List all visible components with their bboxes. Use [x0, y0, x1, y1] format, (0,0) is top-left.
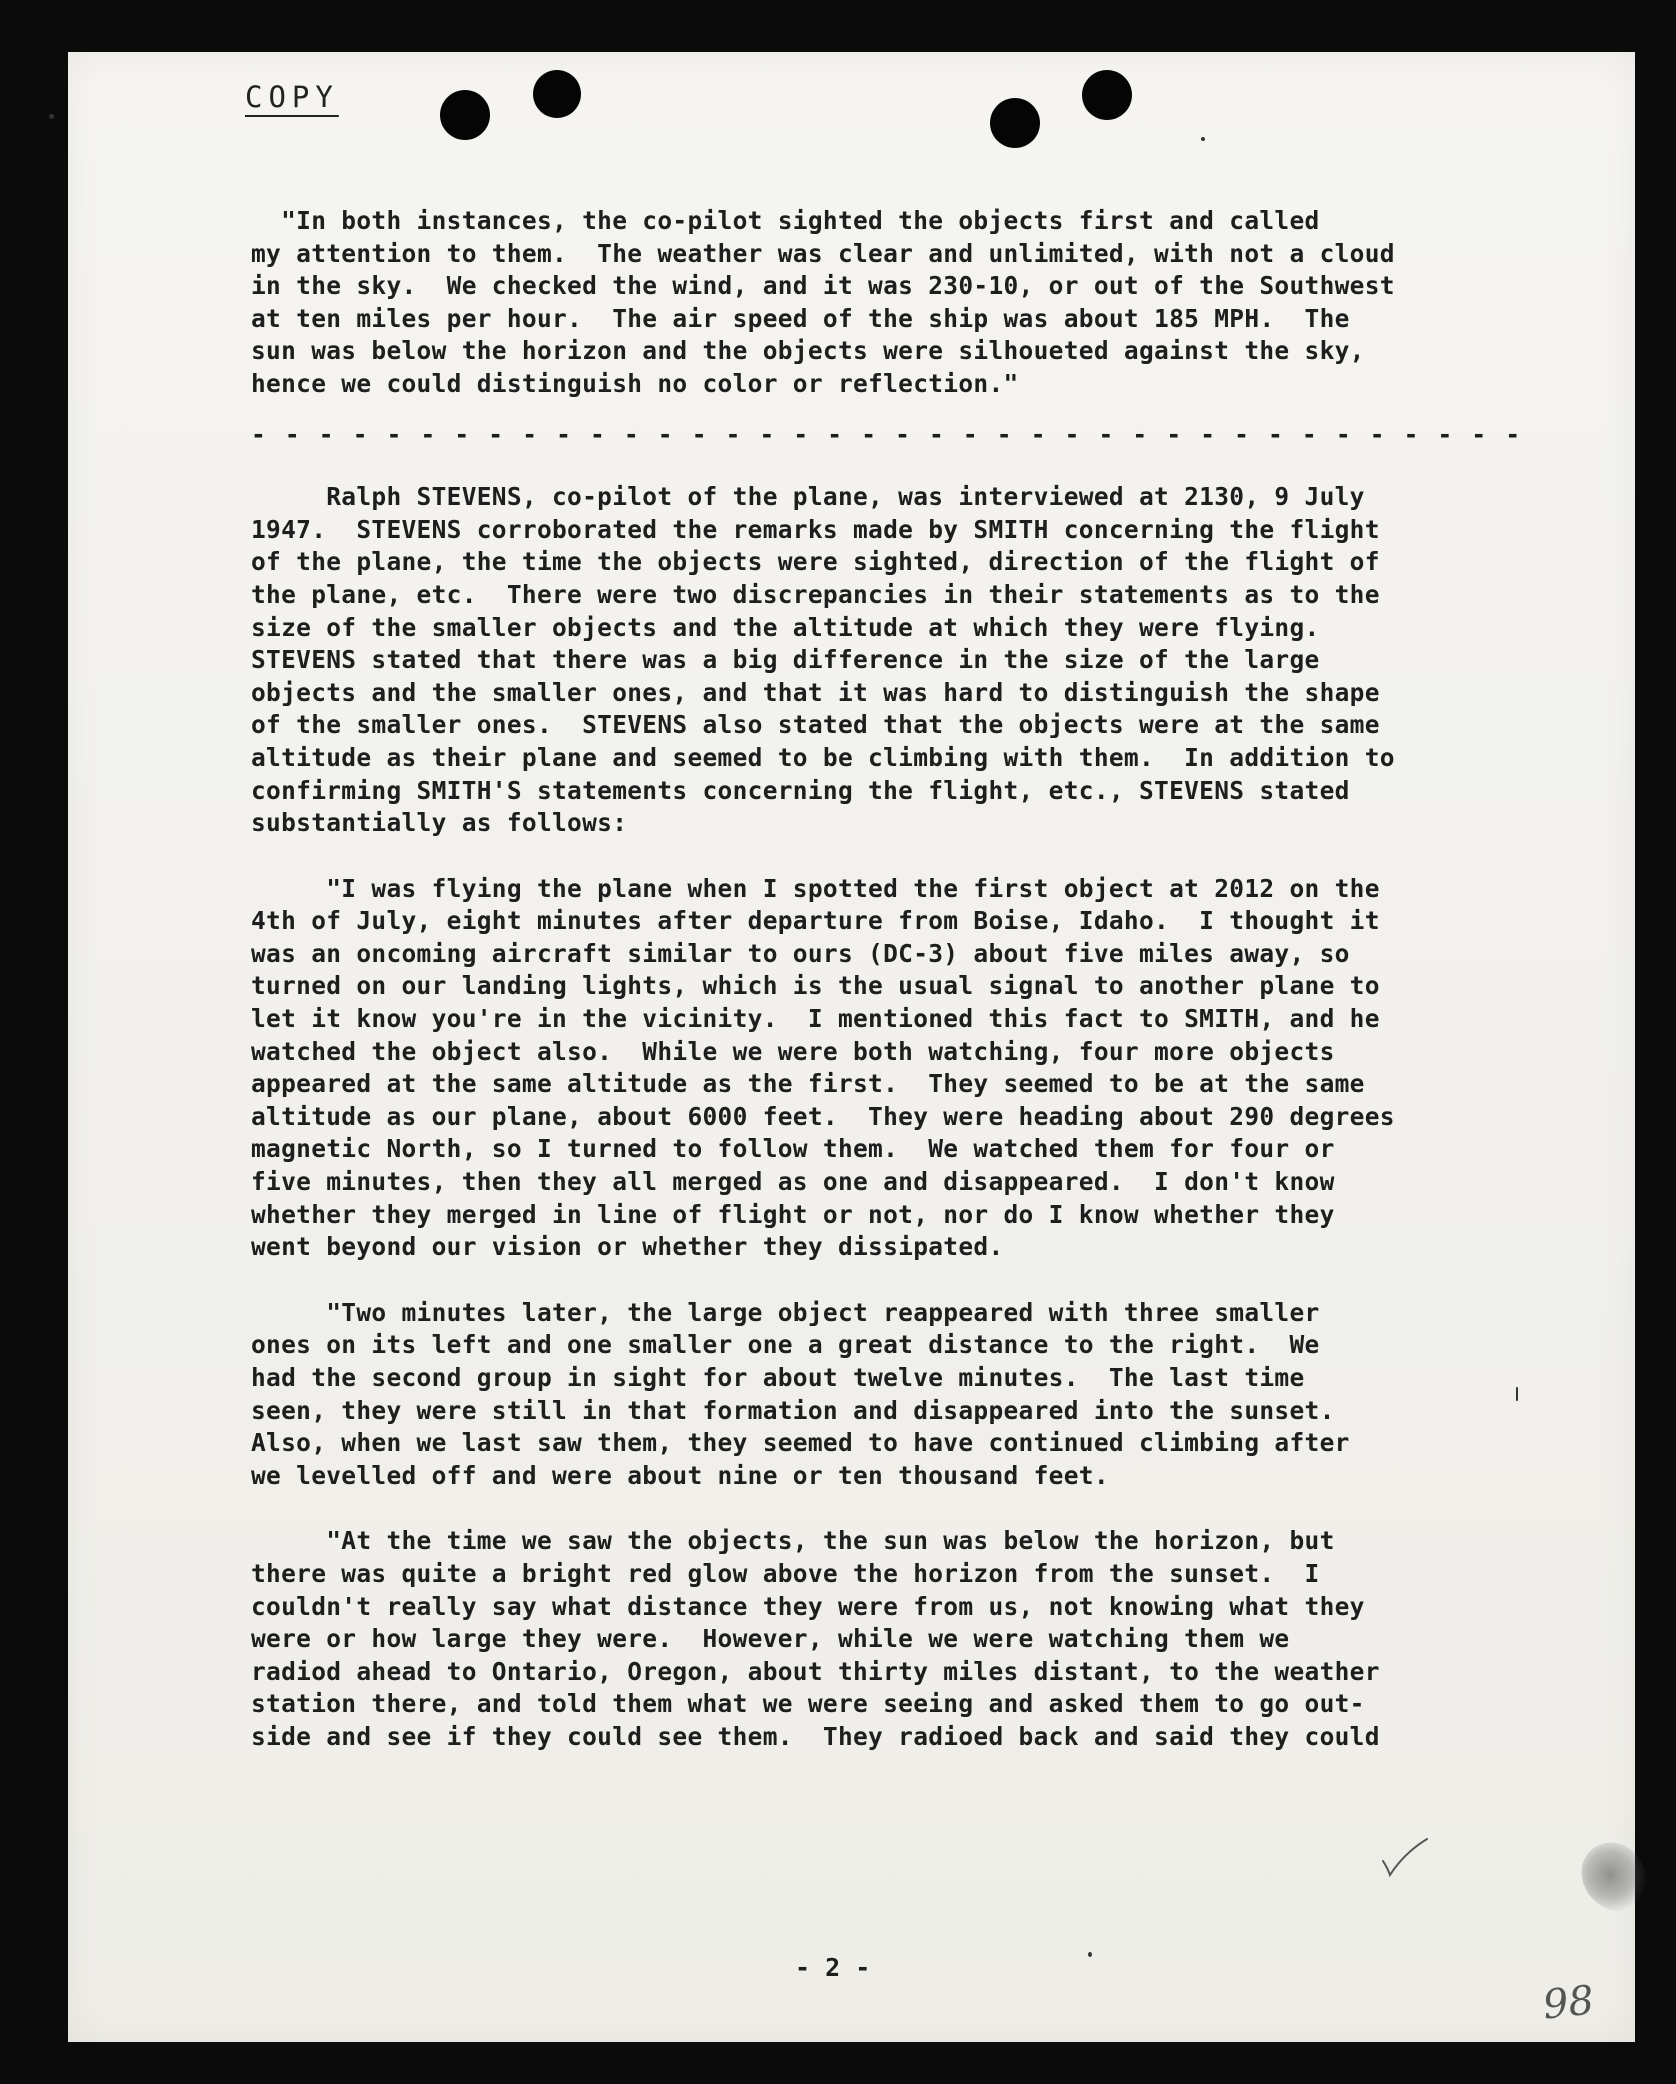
text-line: objects and the smaller ones, and that it was hard to distinguish the shape — [251, 677, 1380, 707]
paragraph-stevens-interview — [251, 481, 1641, 840]
paragraph-pilot-quote — [251, 205, 1641, 401]
text-line: STEVENS stated that there was a big difference in the size of the large — [251, 645, 1320, 675]
text-line: was an oncoming aircraft similar to ours (DC-3) about five miles away, so — [251, 938, 1350, 968]
text-line: "Two minutes later, the large object reappeared with three smaller — [251, 1297, 1320, 1327]
text-line: "At the time we saw the objects, the sun was below the horizon, but — [251, 1526, 1335, 1556]
text-line: had the second group in sight for about twelve minutes. The last time — [251, 1363, 1305, 1392]
text-line: turned on our landing lights, which is the usual signal to another plane to — [251, 971, 1380, 1001]
paragraph-second-group — [251, 1297, 1641, 1493]
text-line: in the sky. We checked the wind, and it was 230-10, or out of the Southwest — [251, 271, 1395, 301]
text-line: couldn't really say what distance they were from us, not knowing what they — [251, 1591, 1365, 1621]
text-line: magnetic North, so I turned to follow them. We watched them for four or — [251, 1134, 1335, 1164]
text-line: were or how large they were. However, while we were watching them we — [251, 1624, 1290, 1654]
paper-speck — [49, 114, 54, 119]
text-line: altitude as their plane and seemed to be climbing with them. In addition to — [251, 742, 1395, 772]
punch-hole — [1082, 70, 1132, 120]
text-line: substantially as follows: — [251, 808, 628, 838]
punch-hole — [990, 98, 1040, 148]
handwritten-page-number: 98 — [1540, 1977, 1597, 2029]
text-line: five minutes, then they all merged as one and disappeared. I don't know — [251, 1167, 1335, 1197]
text-line: 1947. STEVENS corroborated the remarks made by SMITH concerning the flight — [251, 514, 1380, 544]
text-line: the plane, etc. There were two discrepancies in their statements as to the — [251, 579, 1380, 609]
text-line: of the plane, the time the objects were sighted, direction of the flight of — [251, 547, 1380, 577]
text-line: ones on its left and one smaller one a great distance to the right. We — [251, 1330, 1320, 1360]
text-line: Ralph STEVENS, co-pilot of the plane, was interviewed at 2130, 9 July — [251, 482, 1365, 512]
document-body — [251, 205, 1641, 1754]
text-line: 4th of July, eight minutes after departure from Boise, Idaho. I thought it — [251, 906, 1380, 936]
text-line: whether they merged in line of flight or not, nor do I know whether they — [251, 1199, 1335, 1229]
text-line: let it know you're in the vicinity. I mentioned this fact to SMITH, and he — [251, 1004, 1380, 1034]
handwritten-checkmark-icon — [1380, 1835, 1430, 1880]
paragraph-first-sighting — [251, 873, 1641, 1264]
text-line: side and see if they could see them. They radioed back and said they could — [251, 1721, 1380, 1751]
text-line: size of the smaller objects and the altitude at which they were flying. — [251, 612, 1320, 642]
text-line: at ten miles per hour. The air speed of the ship was about 185 MPH. The — [251, 303, 1350, 333]
section-divider: - - - - - - - - - - - - - - - - - - - - - - - - - - - - - - - - - - - - - - — [251, 419, 1523, 449]
text-line: hence we could distinguish no color or reflection." — [251, 368, 1019, 398]
text-line: confirming SMITH'S statements concerning the flight, etc., STEVENS stated — [251, 775, 1350, 805]
text-line: went beyond our vision or whether they dissipated. — [251, 1232, 1004, 1262]
text-line: seen, they were still in that formation and disappeared into the sunset. — [251, 1395, 1335, 1425]
paragraph-sunset-glow — [251, 1525, 1641, 1753]
thumbprint-smudge — [1573, 1834, 1655, 1921]
text-line: there was quite a bright red glow above the horizon from the sunset. I — [251, 1558, 1320, 1588]
text-line: of the smaller ones. STEVENS also stated that the objects were at the same — [251, 710, 1380, 740]
text-line: radiod ahead to Ontario, Oregon, about thirty miles distant, to the weather — [251, 1656, 1380, 1686]
text-line: we levelled off and were about nine or ten thousand feet. — [251, 1460, 1109, 1490]
text-line: my attention to them. The weather was clear and unlimited, with not a cloud — [251, 238, 1395, 268]
paper-speck — [1088, 1952, 1092, 1957]
page-number: - 2 - — [795, 1953, 871, 1982]
punch-hole — [440, 90, 490, 140]
text-line: appeared at the same altitude as the first. They seemed to be at the same — [251, 1069, 1365, 1099]
punch-hole — [533, 70, 581, 118]
copy-stamp-header: COPY — [245, 80, 339, 114]
text-line: "In both instances, the co-pilot sighted the objects first and called — [251, 206, 1320, 235]
text-line: altitude as our plane, about 6000 feet. They were heading about 290 degrees — [251, 1101, 1395, 1131]
text-line: "I was flying the plane when I spotted the first object at 2012 on the — [251, 873, 1380, 903]
paper-speck — [1201, 137, 1205, 141]
text-line: sun was below the horizon and the objects were silhoueted against the sky, — [251, 336, 1365, 366]
text-line: station there, and told them what we were seeing and asked them to go out- — [251, 1689, 1365, 1719]
text-line: watched the object also. While we were both watching, four more objects — [251, 1036, 1335, 1066]
text-line: Also, when we last saw them, they seemed to have continued climbing after — [251, 1428, 1350, 1458]
